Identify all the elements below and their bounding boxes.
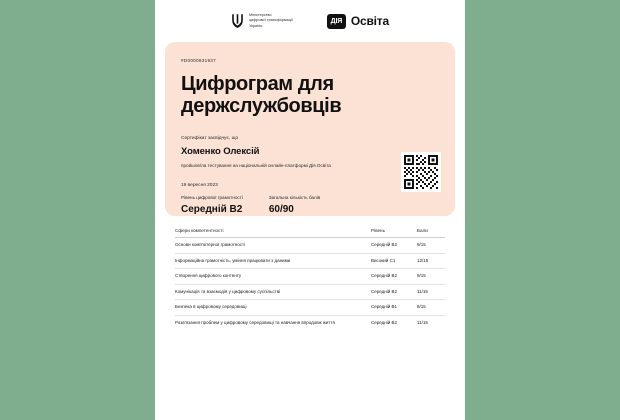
ministry-line-1: Міністерство (249, 13, 272, 18)
certificate-date: 19 вересня 2023 (181, 182, 218, 188)
certificate-panel (165, 42, 455, 216)
ministry-line-2: цифрової трансформації (249, 18, 293, 23)
table-row (175, 300, 445, 316)
points-block (269, 195, 320, 215)
scores-row (181, 195, 439, 215)
cell-area: Комунікація та взаємодія у цифровому суспільстві (175, 288, 281, 294)
table-row (175, 238, 445, 254)
header-level: Рівень (371, 228, 385, 233)
cell-area: Безпека в цифровому середовищі (175, 304, 247, 310)
table-row (175, 269, 445, 285)
cell-level: Середній B2 (371, 273, 398, 279)
points-label: Загальна кількість балів (268, 194, 321, 200)
cell-points: 11/15 (417, 319, 428, 325)
sheet-header (155, 0, 465, 42)
cell-area: Розв'язання проблем у цифровому середовищі та навчання впродовж життя (175, 319, 335, 325)
certificate-description: пройшов/ла тестування на національній онлайн-платформі Дія.Освіта (181, 162, 331, 168)
certifies-label: Сертифікат засвідчує, що (181, 135, 239, 141)
sheet-filler (155, 330, 465, 420)
diia-mark: ДІЯ (327, 14, 346, 29)
level-label: Рівень цифрової грамотності (181, 194, 243, 200)
ministry-text (249, 13, 293, 29)
points-value: 60/90 (268, 203, 294, 215)
recipient-name: Хоменко Олексій (181, 145, 260, 157)
cell-area: Створення цифрового контенту (175, 273, 242, 279)
level-block (181, 195, 243, 215)
header-points: Бали (417, 228, 428, 233)
certificate-sheet (155, 0, 465, 420)
table-header-row (175, 228, 445, 238)
competency-table (175, 228, 445, 330)
table-row (175, 285, 445, 301)
certificate-title: Цифрограм для держслужбовців (181, 73, 342, 118)
cell-level: Середній B2 (371, 319, 398, 325)
header-area: Сфери компетентності (175, 228, 224, 233)
cell-level: Середній B2 (371, 242, 398, 247)
qr-code-icon[interactable] (401, 152, 441, 192)
cell-level: Середній B2 (371, 288, 398, 294)
cell-area: Інформаційна грамотність, уміння працювати з даними (175, 257, 291, 263)
table-row (175, 254, 445, 270)
ministry-line-3: України (249, 23, 263, 28)
cell-points: 9/15 (417, 242, 426, 247)
cell-area: Основи комп'ютерної грамотності (175, 242, 246, 247)
trident-icon (231, 13, 244, 29)
cell-level: Середній B1 (371, 304, 398, 310)
cell-points: 11/15 (417, 288, 428, 294)
ministry-logo (231, 13, 293, 29)
cell-points: 12/15 (417, 257, 429, 263)
certificate-id: #D0000931937 (181, 58, 217, 63)
table-row (175, 316, 445, 331)
cell-points: 9/15 (417, 273, 426, 279)
cell-points: 8/15 (417, 304, 426, 310)
level-value: Середній B2 (181, 203, 243, 215)
cell-level: Високий C1 (371, 257, 396, 263)
brand-name: Освіта (350, 14, 389, 28)
diia-osvita-logo (327, 14, 389, 29)
